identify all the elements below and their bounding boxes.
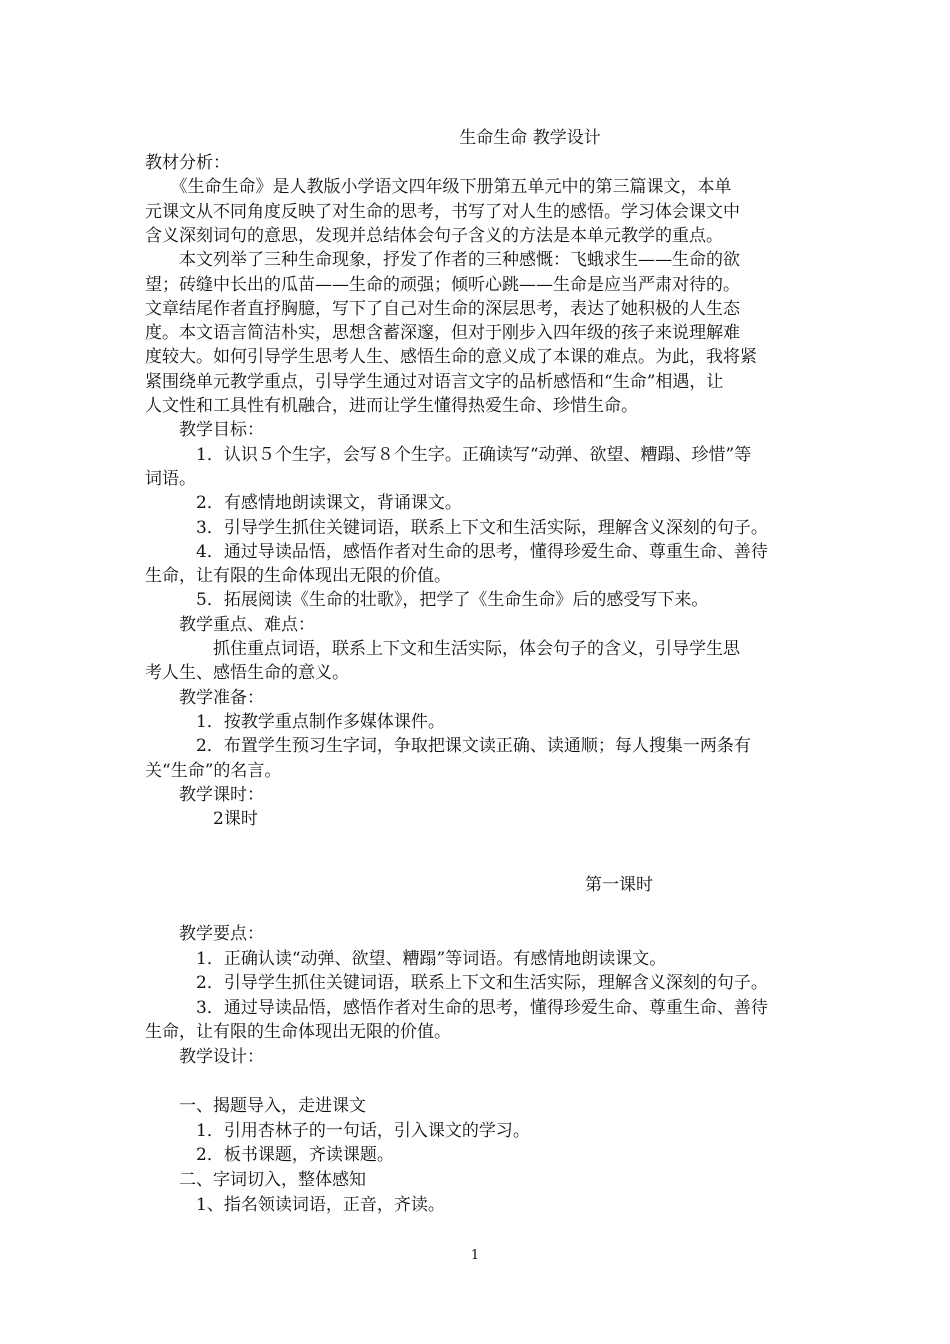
text-line: 抓住重点词语，联系上下文和生活实际，体会句子的含义，引导学生思 bbox=[145, 639, 740, 659]
text-line: 2．引导学生抓住关键词语，联系上下文和生活实际，理解含义深刻的句子。 bbox=[145, 973, 768, 994]
document-title: 生命生命 教学设计 bbox=[459, 128, 601, 148]
text-line: 紧围绕单元教学重点，引导学生通过对语言文字的品析感悟和“生命”相遇，让 bbox=[145, 371, 724, 392]
text-line: 二、字词切入，整体感知 bbox=[145, 1170, 366, 1190]
text-line: 教学课时： bbox=[145, 784, 264, 805]
page-number: 1 bbox=[470, 1248, 480, 1263]
text-line: 考人生、感悟生命的意义。 bbox=[145, 663, 349, 684]
text-line: 元课文从不同角度反映了对生命的思考，书写了对人生的感悟。学习体会课文中 bbox=[145, 201, 740, 222]
lesson-heading: 第一课时 bbox=[585, 875, 653, 895]
text-line: 1、指名领读词语，正音，齐读。 bbox=[145, 1194, 445, 1215]
text-line: 人文性和工具性有机融合，进而让学生懂得热爱生命、珍惜生命。 bbox=[145, 396, 638, 416]
text-line: 2．板书课题，齐读课题。 bbox=[145, 1145, 394, 1166]
text-line: 一、揭题导入，走进课文 bbox=[145, 1096, 366, 1117]
text-line: 《生命生命》是人教版小学语文四年级下册第五单元中的第三篇课文，本单 bbox=[145, 177, 732, 198]
text-line: 生命，让有限的生命体现出无限的价值。 bbox=[145, 1022, 451, 1043]
text-line: 教学重点、难点： bbox=[145, 614, 315, 635]
text-line: 3．引导学生抓住关键词语，联系上下文和生活实际，理解含义深刻的句子。 bbox=[145, 517, 768, 538]
text-line bbox=[145, 1070, 825, 1095]
text-line: 3．通过导读品悟，感悟作者对生命的思考，懂得珍爱生命、尊重生命、善待 bbox=[145, 997, 768, 1018]
text-line: 望；砖缝中长出的瓜苗——生命的顽强；倾听心跳——生命是应当严肃对待的。 bbox=[145, 274, 740, 295]
text-line: 教材分析： bbox=[145, 153, 230, 173]
text-line: 关“生命”的名言。 bbox=[145, 760, 282, 781]
text-line: 5．拓展阅读《生命的壮歌》，把学了《生命生命》后的感受写下来。 bbox=[145, 590, 709, 611]
text-line: 1．按教学重点制作多媒体课件。 bbox=[145, 711, 445, 732]
text-line: 4．通过导读品悟，感悟作者对生命的思考，懂得珍爱生命、尊重生命、善待 bbox=[145, 541, 768, 562]
text-line: 本文列举了三种生命现象，抒发了作者的三种感慨：飞蛾求生——生命的欲 bbox=[145, 250, 740, 271]
text-line: 2．有感情地朗读课文，背诵课文。 bbox=[145, 493, 462, 514]
text-line: 2．布置学生预习生字词，争取把课文读正确、读通顺；每人搜集一两条有 bbox=[145, 736, 751, 757]
text-line: 生命，让有限的生命体现出无限的价值。 bbox=[145, 566, 451, 587]
text-line: 1．认识５个生字，会写８个生字。正确读写“动弹、欲望、糟蹋、珍惜”等 bbox=[145, 444, 752, 465]
text-line: 1．引用杏林子的一句话，引入课文的学习。 bbox=[145, 1120, 530, 1141]
text-line: 教学设计： bbox=[145, 1047, 264, 1067]
text-line: 教学目标： bbox=[145, 420, 264, 441]
text-line: 2课时 bbox=[145, 809, 258, 830]
text-line: 含义深刻词句的意思，发现并总结体会句子含义的方法是本单元教学的重点。 bbox=[145, 225, 723, 246]
text-line: 教学准备： bbox=[145, 687, 264, 708]
text-line: 词语。 bbox=[145, 468, 196, 489]
text-line: 1．正确认读“动弹、欲望、糟蹋”等词语。有感情地朗读课文。 bbox=[145, 948, 667, 969]
text-line: 度。本文语言简洁朴实，思想含蓄深邃，但对于刚步入四年级的孩子来说理解难 bbox=[145, 323, 740, 344]
text-line: 教学要点： bbox=[145, 924, 264, 944]
text-line: 度较大。如何引导学生思考人生、感悟生命的意义成了本课的难点。为此，我将紧 bbox=[145, 347, 757, 368]
text-line: 文章结尾作者直抒胸臆，写下了自己对生命的深层思考，表达了她积极的人生态 bbox=[145, 298, 740, 319]
